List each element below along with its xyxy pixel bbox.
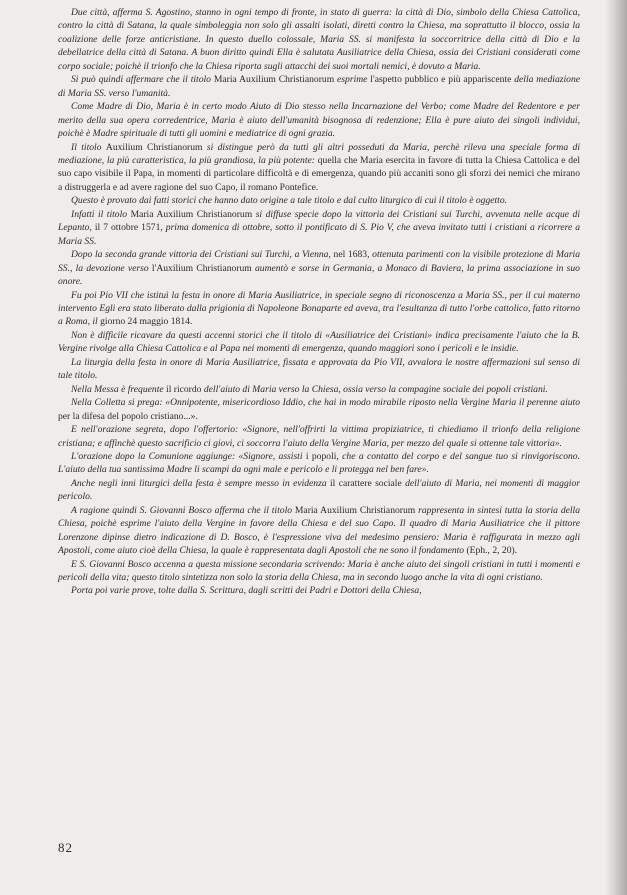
paragraph [58, 396, 580, 423]
text-run: dell'aiuto di Maria, nei momenti di maggior pericolo. [58, 477, 580, 503]
text-run: rappresenta in sintesi tutta la storia della Chiesa, poichè esprime l'aiuto della Vergine in favore della Chiesa e del suo Capo. Il quadro di Maria Ausiliatrice che il pittore Lorenzone dipinse dietro indicazione di D. Bosco, è l'espressione viva del medesimo pensiero: Maria è raffigurata in mezzo agli Apostoli, come aiuto cioè della Chiesa, la quale è rappresentata dagli Apostoli che ne sono il fondamento [58, 504, 581, 557]
text-run: esprime [337, 74, 371, 86]
text-run: La liturgia della festa in onore di Maria Ausiliatrice, fissata e approvata da Pio VII, avvalora le nostre affermazioni sul senso di tale titolo. [58, 356, 580, 382]
text-run: giorno 24 maggio 1814. [100, 316, 193, 328]
text-run: quella che Maria esercita in favore di tutta la Chiesa Cattolica e del suo capo visibile il Papa, in momenti di particolare difficoltà e di emergenza, quando più accaniti sono gli sforzi dei nemici che mirano a distruggerla e ad avere ragione del suo Capo, il romano Pontefice. [58, 154, 580, 193]
paragraph [58, 100, 580, 140]
paragraph [58, 208, 580, 248]
text-run: Maria Auxilium Christianorum [213, 74, 338, 86]
text-run: Anche negli inni liturgici della festa è sempre messo in evidenza [71, 477, 330, 489]
text-run: Auxilium Christianorum [105, 141, 207, 153]
text-run: Due città, afferma S. Agostino, stanno in ogni tempo di fronte, in stato di guerra: la città di Dio, simbolo della Chiesa Cattolica, contro la città di Satana, la quale simboleggia non solo gli assalti isolati, diretti contro la Chiesa, ma soprattutto il blocco, ossia la coalizione delle forze anticristiane. In questo duello colossale, Maria SS. si manifesta la soccorritrice della città di Dio e la debellatrice della città di Satana. A buon diritto quindi Ella è salutata Ausiliatrice della Chiesa, ossia dei Cristiani considerati come corpo sociale; poichè il trionfo che la Chiesa riporta sugli attacchi dei suoi mortali nemici, è dovuto a Maria. [58, 7, 580, 72]
text-run: Si può quindi affermare che il titolo [71, 74, 214, 86]
text-run: E nell'orazione segreta, dopo l'offertorio: «Signore, nell'offrirti la vittima propiziatrice, ti chiediamo il trionfo della religione cristiana; e affinchè questo sacrificio ci giovi, ci soccorra l'aiuto della Vergine Maria, per mezzo del quale si ottenne tale vittoria». [58, 424, 580, 449]
paragraph [58, 6, 580, 73]
paragraph [58, 558, 580, 585]
text-run: i popoli, [305, 450, 343, 462]
text-run: aumentò e sorse in Germania, a Monaco di Baviera, la prima associazione in suo onore. [58, 262, 580, 288]
page-edge-shadow [605, 0, 627, 895]
text-run: Porta poi varie prove, tolte dalla S. Scrittura, dagli scritti dei Padri e Dottori della Chiesa, [71, 585, 422, 597]
text-run: ottenuta parimenti con la visibile protezione di Maria SS., la devozione verso [58, 249, 581, 274]
paragraph [58, 584, 580, 597]
text-run: Non è difficile ricavare da questi accenni storici che il titolo di «Ausiliatrice dei Cristiani» indica precisamente l'aiuto che la B. Vergine rivolge alla Chiesa Cattolica e al Papa nei momenti di emergenza, quando maggiori sono i pericoli e le insidie. [58, 329, 580, 355]
paragraph [58, 356, 580, 383]
text-run: si distingue però da tutti gli altri posseduti da Maria, perchè rileva una speciale forma di mediazione, la più caratteristica, la più grandiosa, la più potente: [58, 141, 580, 166]
text-run: Maria Auxilium Christianorum [294, 504, 419, 516]
paragraph [58, 141, 580, 195]
paragraph [58, 450, 580, 477]
text-run: Nella Colletta si prega: «Onnipotente, misericordioso Iddio, che hai in modo mirabile riposto nella Vergine Maria il perenne aiuto [71, 397, 580, 409]
text-run: Questo è provato dai fatti storici che hanno dato origine a tale titolo e dal culto liturgico di cui il titolo è oggetto. [71, 195, 508, 207]
text-run: Fu poi Pio VII che istituì la festa in onore di Maria Ausiliatrice, in speciale segno di riconoscenza a Maria SS., per il cui materno intervento Egli era stato liberato dalla prigionia di Napoleone Bonaparte ed aveva, tra l'esultanza di tutto l'orbe cattolico, fatto ritorno a Roma, il [58, 289, 580, 328]
text-run: dell'aiuto di Maria verso la Chiesa, ossia verso la compagine sociale dei popoli cristiani. [203, 383, 548, 395]
page-number: 82 [58, 840, 73, 855]
text-run: si diffuse specie dopo la vittoria dei Cristiani sui Turchi, avvenuta nelle acque di Lepanto, [58, 208, 580, 234]
text-run: il 7 ottobre 1571, [94, 222, 166, 234]
text-run: Infatti il titolo [71, 208, 131, 220]
text-run: L'orazione dopo la Comunione aggiunge: «Signore, assisti [71, 450, 306, 462]
paragraph [58, 248, 580, 288]
text-run: Maria Auxilium Christianorum [130, 208, 256, 220]
text-run: il carattere sociale [330, 477, 406, 489]
paragraph [58, 504, 580, 558]
text-run: per la difesa del popolo cristiano...». [58, 410, 198, 422]
text-run: l'aspetto pubblico e più appariscente [370, 74, 515, 86]
paragraph [58, 423, 580, 450]
paragraph [58, 289, 580, 329]
text-run: nel 1683, [333, 249, 373, 261]
text-run: Dopo la seconda grande vittoria dei Cristiani sui Turchi, a Vienna, [71, 249, 334, 261]
paragraph [58, 329, 580, 356]
text-run: prima domenica di ottobre, sotto il pontificato di S. Pio V, che aveva invitato tutti i cristiani a ricorrere a Maria SS. [58, 222, 581, 247]
text-run: E S. Giovanni Bosco accenna a questa missione secondaria scrivendo: Maria è anche aiuto dei singoli cristiani in tutti i momenti e pericoli della vita; questo titolo sintetizza non solo la storia della Chiesa, ma in secondo luogo anche la vita di ogni cristiano. [58, 558, 580, 584]
paragraph [58, 383, 580, 396]
text-run: che a contatto del corpo e del sangue tuo si rinvigoriscono. L'aiuto della tua santissima Madre li scampi da ogni male e pericolo e li protegga nel ben fare». [58, 450, 580, 476]
text-run: Come Madre di Dio, Maria è in certo modo Aiuto di Dio stesso nella Incarnazione del Verbo; come Madre del Redentore e per merito della sua opera corredentrice, Maria è aiuto dell'umanità bisognosa di redenzione; Ella è pure aiuto dei singoli individui, poichè è Madre spirituale di tutti gli uomini e mediatrice di ogni grazia. [58, 101, 580, 140]
paragraph [58, 477, 580, 504]
text-run: il ricordo [166, 383, 204, 395]
text-run: Nella Messa è frequente [71, 383, 167, 395]
text-run: Il titolo [71, 141, 106, 153]
text-run: A ragione quindi S. Giovanni Bosco afferma che il titolo [71, 504, 295, 516]
text-run: l'Auxilium Christianorum [151, 262, 255, 274]
text-run: della mediazione di Maria SS. verso l'umanità. [58, 74, 580, 99]
paragraph [58, 194, 580, 207]
text-run: (Eph., 2, 20). [466, 545, 518, 557]
page-text [58, 6, 580, 598]
paragraph [58, 73, 580, 100]
